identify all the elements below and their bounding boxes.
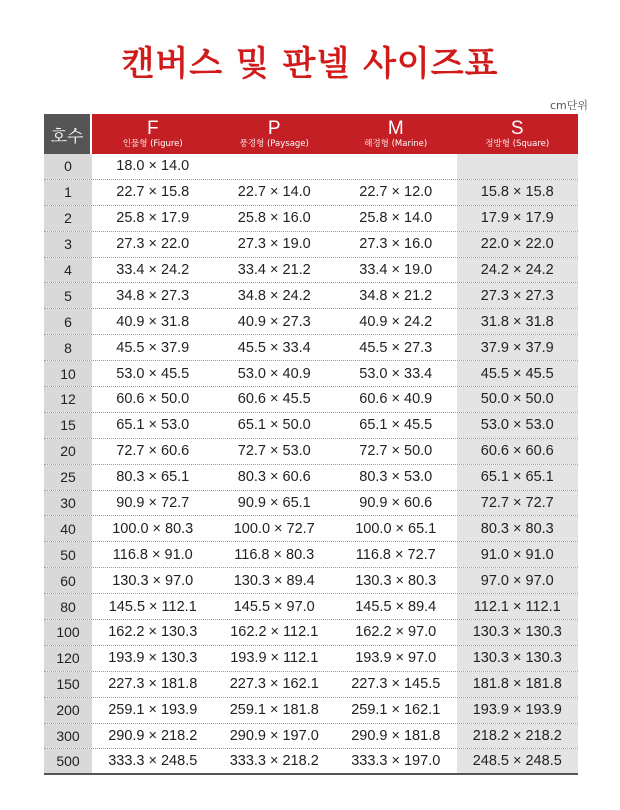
cell-figure: 162.2 × 130.3	[108, 624, 198, 641]
cell-paysage: 290.9 × 197.0	[229, 728, 319, 745]
cell-square: 50.0 × 50.0	[457, 387, 579, 412]
header-figure-sub: 인물형 (Figure)	[122, 138, 183, 149]
cell-square: 193.9 × 193.9	[457, 698, 579, 723]
cell-square: 97.0 × 97.0	[457, 568, 579, 593]
table-row	[44, 232, 578, 258]
cell-paysage: 33.4 × 21.2	[237, 262, 311, 278]
table-row	[44, 283, 578, 309]
cell-square: 181.8 × 181.8	[457, 672, 579, 697]
header-paysage-letter: P	[267, 117, 281, 139]
cell-square: 130.3 × 130.3	[457, 646, 579, 671]
cell-marine: 53.0 × 33.4	[359, 365, 433, 382]
cell-square: 80.3 × 80.3	[457, 516, 579, 541]
cell-marine: 72.7 × 50.0	[359, 443, 433, 460]
cell-figure: 25.8 × 17.9	[116, 210, 190, 227]
cell-square: 45.5 × 45.5	[457, 361, 579, 386]
cell-marine: 25.8 × 14.0	[359, 210, 433, 227]
cell-figure: 145.5 × 112.1	[108, 598, 197, 615]
header-paysage	[214, 114, 336, 154]
cell-number: 10	[44, 361, 92, 386]
header-number: 호수	[44, 114, 92, 154]
cell-square: 112.1 × 112.1	[457, 594, 579, 619]
cell-marine: 27.3 × 16.0	[359, 236, 433, 253]
cell-number: 4	[44, 258, 92, 283]
table-row	[44, 387, 578, 413]
cell-number: 120	[44, 646, 92, 671]
cell-marine: 33.4 × 19.0	[359, 262, 433, 278]
cell-figure: 80.3 × 65.1	[116, 469, 190, 486]
cell-marine: 290.9 × 181.8	[351, 728, 441, 745]
cell-figure: 65.1 × 53.0	[116, 417, 190, 434]
unit-label: cm단위	[549, 99, 588, 112]
table-row	[44, 361, 578, 387]
cell-marine: 40.9 × 24.2	[359, 313, 433, 330]
cell-square: 53.0 × 53.0	[457, 413, 579, 438]
cell-square: 27.3 × 27.3	[457, 283, 579, 308]
cell-marine: 227.3 × 145.5	[351, 676, 441, 693]
cell-figure: 22.7 × 15.8	[116, 184, 190, 201]
table-row	[44, 672, 578, 698]
cell-square: 22.0 × 22.0	[457, 232, 579, 257]
cell-figure: 130.3 × 97.0	[112, 572, 194, 589]
cell-figure: 333.3 × 248.5	[108, 753, 198, 770]
cell-number: 30	[44, 491, 92, 516]
header-square-sub: 정방형 (Square)	[485, 138, 550, 149]
table-row	[44, 491, 578, 517]
table-row	[44, 698, 578, 724]
cell-figure: 259.1 × 193.9	[108, 702, 198, 719]
table-row	[44, 439, 578, 465]
cell-paysage: 130.3 × 89.4	[233, 572, 315, 589]
cell-number: 300	[44, 724, 92, 749]
cell-marine	[335, 154, 457, 179]
cell-marine: 100.0 × 65.1	[355, 520, 437, 537]
cell-figure: 40.9 × 31.8	[116, 313, 190, 330]
header-figure-letter: F	[146, 117, 159, 139]
cell-number: 5	[44, 283, 92, 308]
cell-marine: 333.3 × 197.0	[351, 753, 441, 770]
cell-paysage: 40.9 × 27.3	[237, 313, 311, 330]
table-row	[44, 516, 578, 542]
cell-paysage: 65.1 × 50.0	[237, 417, 311, 434]
table-row	[44, 413, 578, 439]
cell-paysage: 193.9 × 112.1	[230, 650, 319, 667]
cell-square	[457, 154, 579, 179]
table-row	[44, 568, 578, 594]
header-square	[457, 114, 579, 154]
cell-figure: 60.6 × 50.0	[116, 391, 190, 408]
cell-figure: 34.8 × 27.3	[116, 287, 190, 304]
cell-marine: 80.3 × 53.0	[359, 469, 433, 486]
cell-number: 150	[44, 672, 92, 697]
table-row	[44, 206, 578, 232]
cell-number: 12	[44, 387, 92, 412]
cell-marine: 34.8 × 21.2	[359, 287, 433, 304]
cell-number: 0	[44, 154, 92, 179]
cell-square: 91.0 × 91.0	[457, 542, 579, 567]
cell-figure: 290.9 × 218.2	[108, 728, 198, 745]
cell-figure: 193.9 × 130.3	[108, 650, 198, 667]
header-marine-letter: M	[387, 117, 404, 139]
cell-number: 1	[44, 180, 92, 205]
cell-marine: 193.9 × 97.0	[355, 650, 437, 667]
cell-square: 65.1 × 65.1	[457, 465, 579, 490]
cell-square: 218.2 × 218.2	[457, 724, 579, 749]
page-title: 캔버스 및 판넬 사이즈표	[121, 44, 499, 84]
cell-figure: 227.3 × 181.8	[108, 676, 198, 693]
cell-square: 72.7 × 72.7	[457, 491, 579, 516]
table-body	[44, 154, 578, 775]
cell-figure: 53.0 × 45.5	[116, 365, 190, 382]
cell-paysage: 100.0 × 72.7	[233, 520, 315, 537]
cell-paysage: 60.6 × 45.5	[237, 391, 311, 408]
cell-marine: 116.8 × 72.7	[355, 546, 436, 563]
cell-marine: 45.5 × 27.3	[359, 339, 433, 356]
table-row	[44, 724, 578, 750]
cell-number: 3	[44, 232, 92, 257]
cell-paysage: 90.9 × 65.1	[237, 495, 311, 512]
table-row	[44, 620, 578, 646]
table-row	[44, 154, 578, 180]
cell-figure: 18.0 × 14.0	[116, 158, 190, 175]
cell-marine: 130.3 × 80.3	[355, 572, 437, 589]
cell-paysage: 27.3 × 19.0	[237, 236, 311, 253]
cell-paysage: 227.3 × 162.1	[229, 676, 319, 693]
cell-number: 500	[44, 749, 92, 773]
cell-number: 8	[44, 335, 92, 360]
cell-number: 20	[44, 439, 92, 464]
cell-paysage: 53.0 × 40.9	[237, 365, 311, 382]
table-row	[44, 749, 578, 775]
table-row	[44, 180, 578, 206]
cell-marine: 65.1 × 45.5	[359, 417, 433, 434]
table-row	[44, 594, 578, 620]
table-row	[44, 646, 578, 672]
cell-number: 2	[44, 206, 92, 231]
cell-paysage: 145.5 × 97.0	[233, 598, 315, 615]
cell-number: 60	[44, 568, 92, 593]
cell-square: 60.6 × 60.6	[457, 439, 579, 464]
cell-paysage	[214, 154, 336, 179]
cell-paysage: 45.5 × 33.4	[237, 339, 311, 356]
header-figure	[92, 114, 214, 154]
cell-figure: 116.8 × 91.0	[112, 546, 193, 563]
cell-paysage: 34.8 × 24.2	[237, 287, 311, 304]
cell-number: 100	[44, 620, 92, 645]
header-square-letter: S	[510, 117, 524, 139]
cell-figure: 45.5 × 37.9	[116, 339, 190, 356]
cell-marine: 90.9 × 60.6	[359, 495, 433, 512]
cell-figure: 27.3 × 22.0	[116, 236, 190, 253]
cell-paysage: 72.7 × 53.0	[237, 443, 311, 460]
cell-paysage: 333.3 × 218.2	[229, 753, 319, 770]
cell-number: 50	[44, 542, 92, 567]
table-row	[44, 465, 578, 491]
cell-number: 80	[44, 594, 92, 619]
table-row	[44, 309, 578, 335]
table-row	[44, 335, 578, 361]
cell-paysage: 162.2 × 112.1	[230, 624, 319, 641]
cell-number: 6	[44, 309, 92, 334]
cell-figure: 72.7 × 60.6	[116, 443, 190, 460]
header-marine-sub: 해경형 (Marine)	[364, 138, 428, 149]
cell-square: 248.5 × 248.5	[457, 749, 579, 773]
cell-square: 15.8 × 15.8	[457, 180, 579, 205]
cell-square: 17.9 × 17.9	[457, 206, 579, 231]
table-header	[44, 114, 578, 154]
table-row	[44, 258, 578, 284]
cell-number: 25	[44, 465, 92, 490]
cell-marine: 145.5 × 89.4	[355, 598, 437, 615]
cell-marine: 60.6 × 40.9	[359, 391, 433, 408]
cell-marine: 22.7 × 12.0	[359, 184, 433, 201]
cell-paysage: 116.8 × 80.3	[234, 546, 315, 563]
table-row	[44, 542, 578, 568]
cell-square: 130.3 × 130.3	[457, 620, 579, 645]
cell-figure: 100.0 × 80.3	[112, 520, 194, 537]
cell-figure: 90.9 × 72.7	[116, 495, 190, 512]
header-marine	[335, 114, 457, 154]
cell-number: 15	[44, 413, 92, 438]
cell-number: 40	[44, 516, 92, 541]
cell-paysage: 259.1 × 181.8	[229, 702, 319, 719]
cell-paysage: 25.8 × 16.0	[237, 210, 311, 227]
size-table	[44, 114, 578, 775]
cell-square: 37.9 × 37.9	[457, 335, 579, 360]
cell-marine: 162.2 × 97.0	[355, 624, 437, 641]
cell-marine: 259.1 × 162.1	[351, 702, 441, 719]
cell-square: 31.8 × 31.8	[457, 309, 579, 334]
cell-paysage: 80.3 × 60.6	[237, 469, 311, 486]
cell-figure: 33.4 × 24.2	[116, 262, 190, 278]
header-paysage-sub: 풍경형 (Paysage)	[239, 138, 309, 149]
cell-square: 24.2 × 24.2	[457, 258, 579, 283]
cell-number: 200	[44, 698, 92, 723]
cell-paysage: 22.7 × 14.0	[237, 184, 311, 201]
